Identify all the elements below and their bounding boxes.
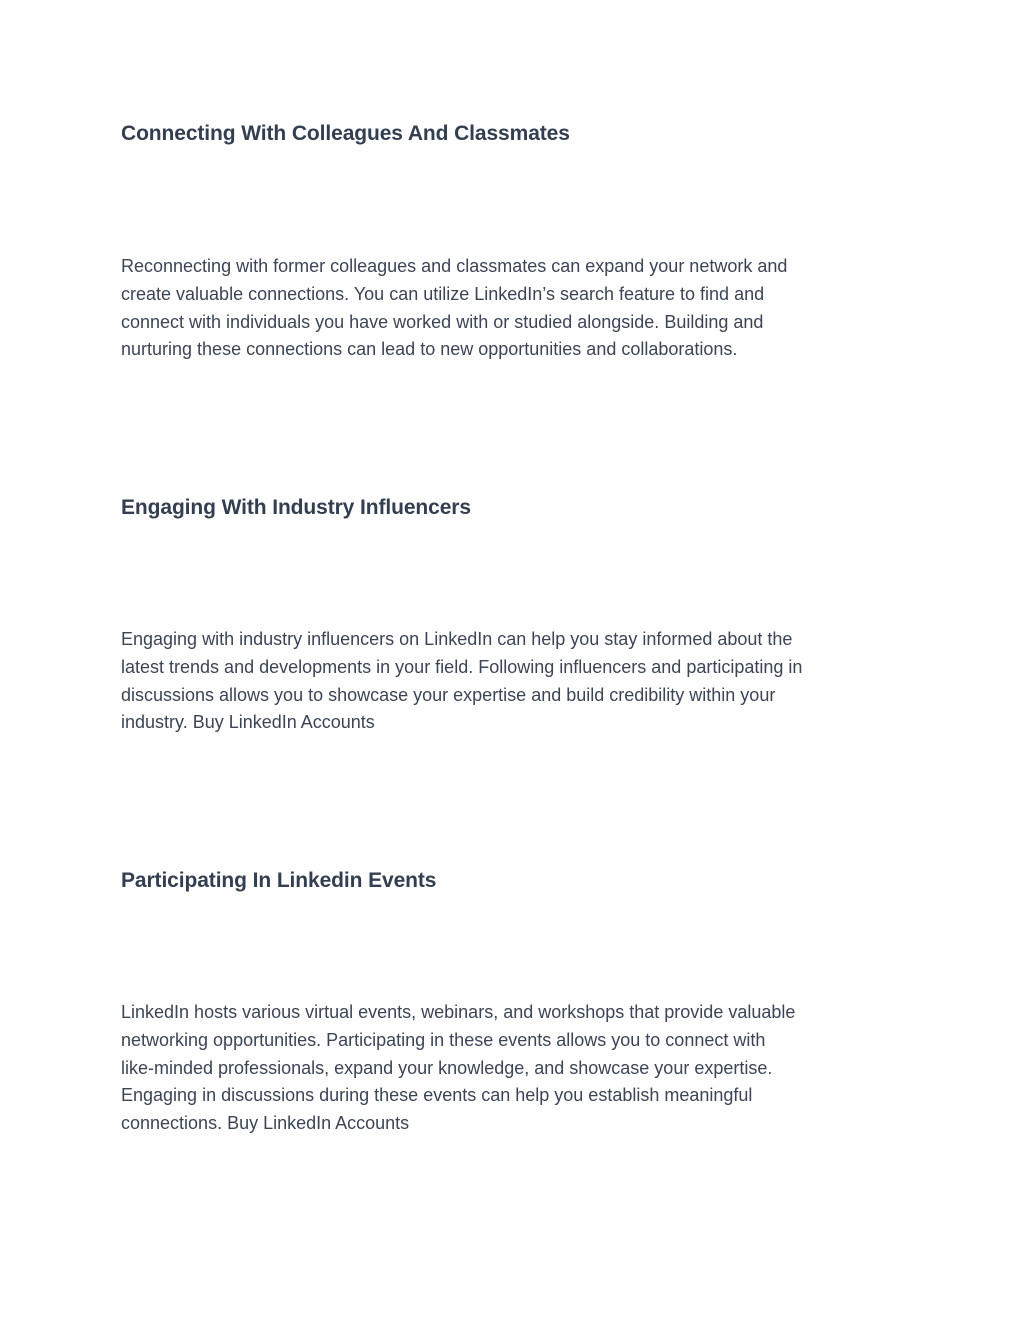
- section-heading-influencers: Engaging With Industry Influencers: [121, 496, 471, 519]
- paragraph-line: discussions allows you to showcase your expertise and build credibility within your: [121, 684, 776, 705]
- paragraph-line: industry. Buy LinkedIn Accounts: [121, 712, 375, 733]
- paragraph-line: latest trends and developments in your field. Following influencers and participating in: [121, 656, 803, 677]
- paragraph-line: Engaging in discussions during these events can help you establish meaningful: [121, 1085, 753, 1106]
- paragraph-line: nurturing these connections can lead to new opportunities and collaborations.: [121, 339, 738, 360]
- paragraph-line: connections. Buy LinkedIn Accounts: [121, 1113, 410, 1134]
- paragraph-line: Reconnecting with former colleagues and classmates can expand your network and: [121, 256, 788, 276]
- section-paragraph-colleagues: [121, 253, 901, 364]
- paragraph-line: Engaging with industry influencers on LinkedIn can help you stay informed about the: [121, 629, 793, 649]
- paragraph-line: like-minded professionals, expand your knowledge, and showcase your expertise.: [121, 1057, 773, 1078]
- paragraph-line: create valuable connections. You can utilize LinkedIn’s search feature to find and: [121, 283, 765, 304]
- section-heading-events: Participating In Linkedin Events: [121, 869, 437, 892]
- section-paragraph-influencers: [121, 626, 901, 737]
- paragraph-line: networking opportunities. Participating in these events allows you to connect with: [121, 1029, 766, 1050]
- section-paragraph-events: [121, 999, 901, 1138]
- section-heading-colleagues: Connecting With Colleagues And Classmates: [121, 122, 570, 145]
- paragraph-line: LinkedIn hosts various virtual events, webinars, and workshops that provide valuable: [121, 1002, 796, 1022]
- paragraph-line: connect with individuals you have worked with or studied alongside. Building and: [121, 311, 764, 332]
